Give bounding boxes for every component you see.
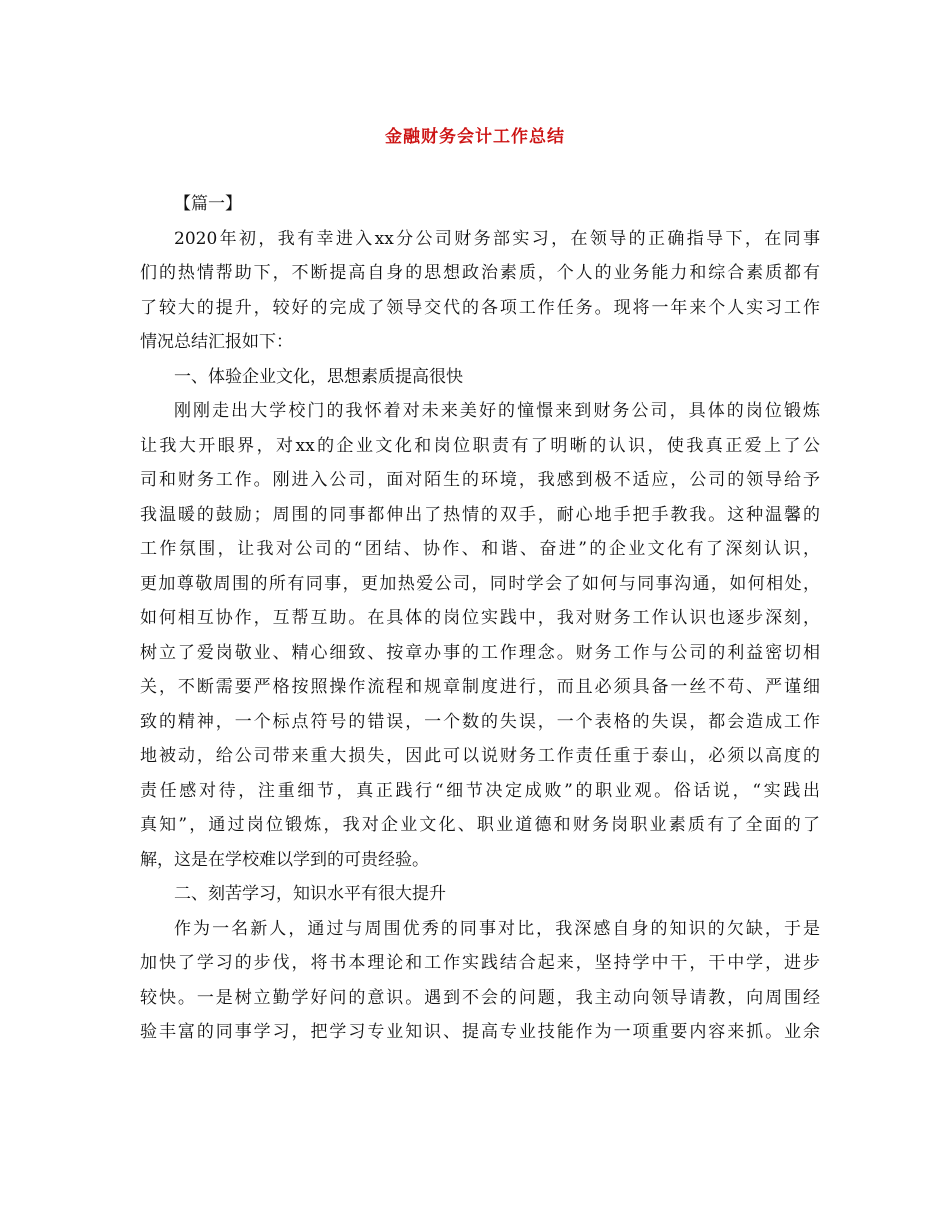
paragraph-line: 责任感对待，注重细节，真正践行“细节决定成败”的职业观。俗话说，“实践出 [140,780,820,801]
document-title: 金融财务会计工作总结 [385,127,565,147]
paragraph-line: 我温暖的鼓励；周围的同事都伸出了热情的双手，耐心地手把手教我。这种温馨的 [140,504,820,525]
document-body [140,187,820,1050]
paragraph-line: 解，这是在学校难以学到的可贵经验。 [140,849,429,870]
paragraph-line: 加快了学习的步伐，将书本理论和工作实践结合起来，坚持学中干，干中学，进步 [140,953,820,973]
paragraph-line: 树立了爱岗敬业、精心细致、按章办事的工作理念。财务工作与公司的利益密切相 [140,642,820,663]
paragraph-line: 司和财务工作。刚进入公司，面对陌生的环境，我感到极不适应，公司的领导给予 [140,470,820,490]
paragraph-line: 刚刚走出大学校门的我怀着对未来美好的憧憬来到财务公司，具体的岗位锻炼 [174,401,820,421]
paragraph-line: 更加尊敬周围的所有同事，更加热爱公司，同时学会了如何与同事沟通，如何相处， [140,573,820,594]
paragraph-line: 情况总结汇报如下： [140,332,293,352]
paragraph-line: 了较大的提升，较好的完成了领导交代的各项工作任务。现将一年来个人实习工作 [140,297,820,318]
paragraph-line: 如何相互协作，互帮互助。在具体的岗位实践中，我对财务工作认识也逐步深刻， [140,608,820,628]
paragraph-line: 们的热情帮助下，不断提高自身的思想政治素质，个人的业务能力和综合素质都有 [140,263,820,283]
paragraph-line: 关，不断需要严格按照操作流程和规章制度进行，而且必须具备一丝不苟、严谨细 [140,677,820,697]
paragraph-line: 验丰富的同事学习，把学习专业知识、提高专业技能作为一项重要内容来抓。业余 [140,1022,820,1042]
paragraph-line: 致的精神，一个标点符号的错误，一个数的失误，一个表格的失误，都会造成工作 [140,711,820,732]
paragraph-line: 让我大开眼界，对xx的企业文化和岗位职责有了明晰的认识，使我真正爱上了公 [140,435,820,456]
paragraph-line: 2020年初，我有幸进入xx分公司财务部实习，在领导的正确指导下，在同事 [174,228,820,249]
paragraph-line: 较快。一是树立勤学好问的意识。遇到不会的问题，我主动向领导请教，向周围经 [140,987,820,1008]
paragraph-line: 作为一名新人，通过与周围优秀的同事对比，我深感自身的知识的欠缺，于是 [174,918,820,939]
paragraph-line: 【篇一】 [174,194,242,214]
paragraph-line: 地被动，给公司带来重大损失，因此可以说财务工作责任重于泰山，必须以高度的 [140,746,820,766]
paragraph-line: 真知”，通过岗位锻炼，我对企业文化、职业道德和财务岗职业素质有了全面的了 [140,815,820,835]
paragraph-line: 工作氛围，让我对公司的“团结、协作、和谐、奋进”的企业文化有了深刻认识， [140,539,820,559]
paragraph-line: 二、刻苦学习，知识水平有很大提升 [174,884,446,904]
paragraph-line: 一、体验企业文化，思想素质提高很快 [174,366,463,387]
